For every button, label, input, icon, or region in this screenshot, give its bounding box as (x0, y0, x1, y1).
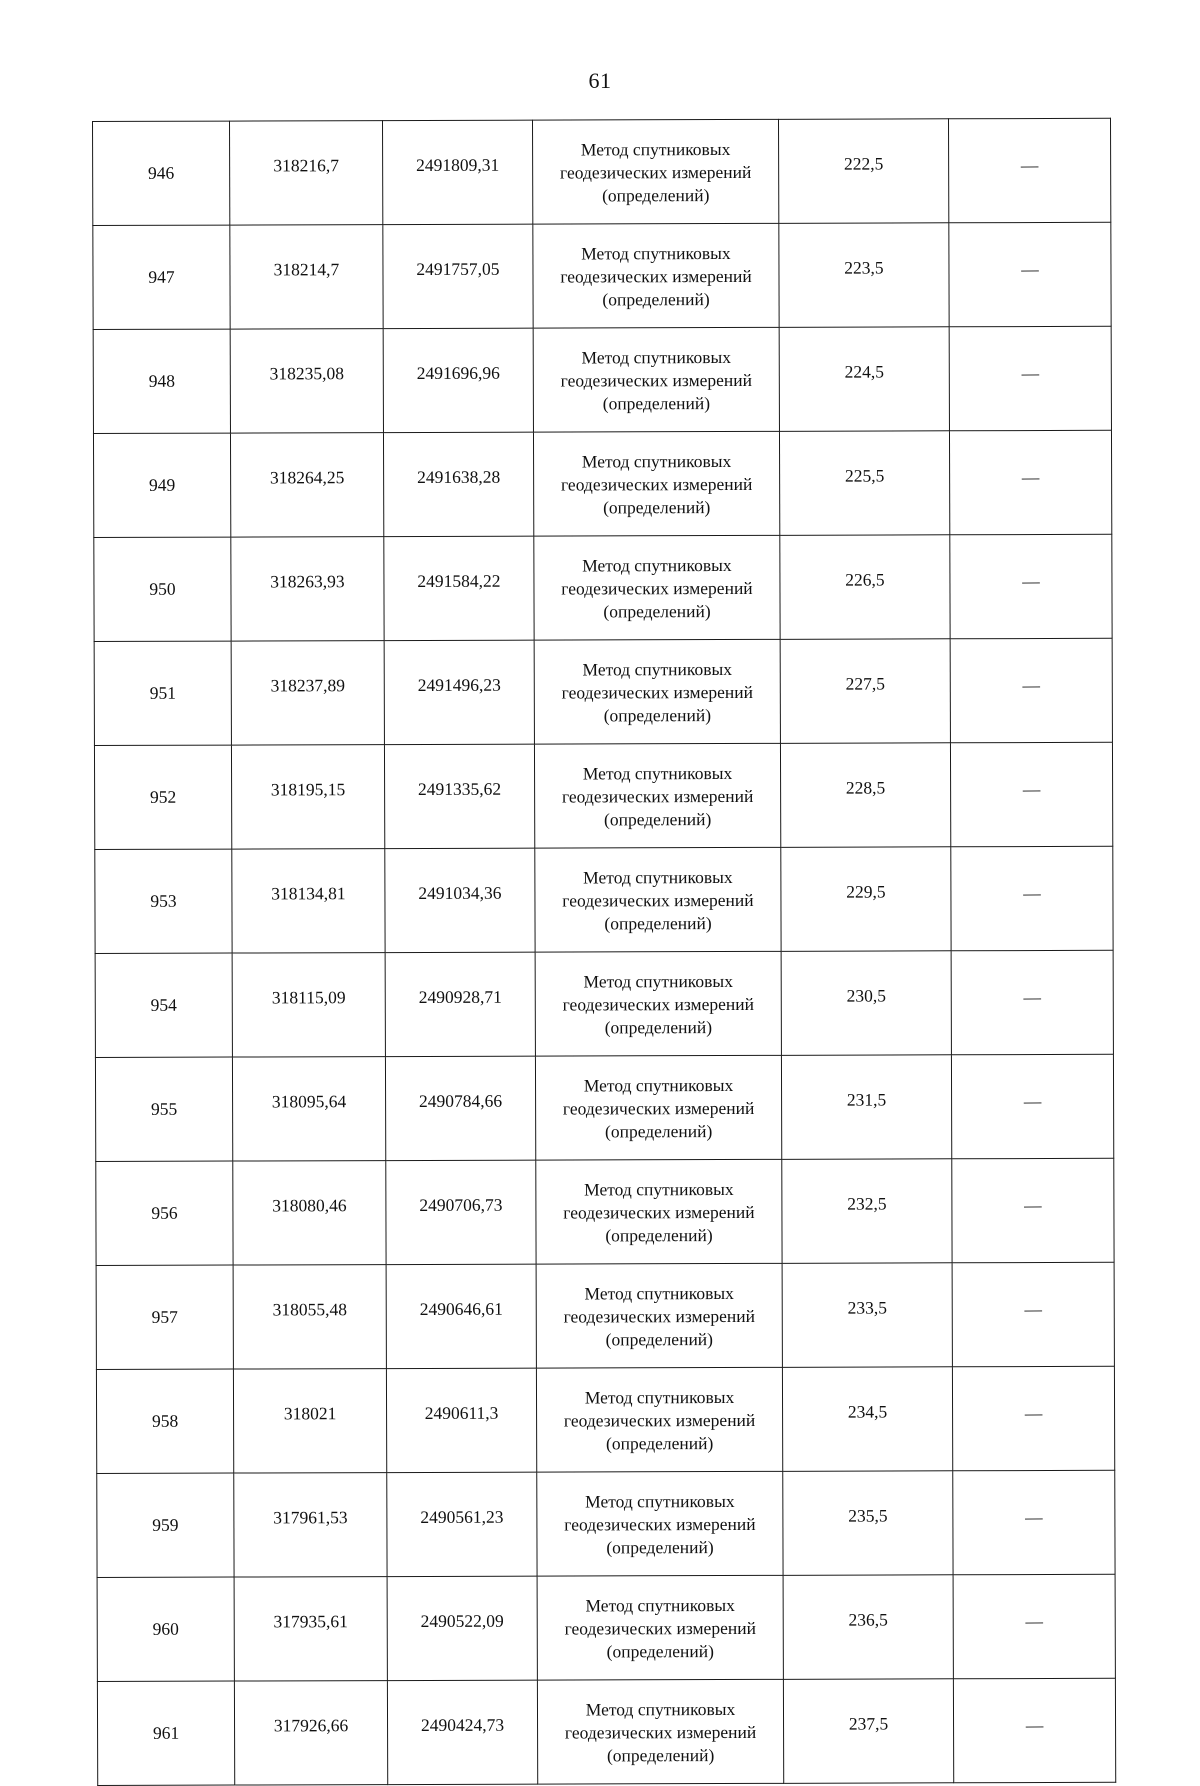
y-coordinate-cell: 2491638,28 (383, 432, 533, 536)
dash-mark: — (1022, 779, 1041, 800)
dash-mark: — (1022, 571, 1040, 592)
dash-mark: — (1025, 1715, 1044, 1736)
method-line: геодезических измерений (563, 1409, 756, 1431)
note-cell (950, 638, 1112, 743)
accuracy-cell: 232,5 (782, 1159, 952, 1264)
table-row (95, 950, 1113, 1057)
method-line: (определений) (603, 497, 711, 518)
dash-mark: — (1024, 1299, 1043, 1320)
x-coordinate-cell: 318134,81 (232, 849, 385, 953)
accuracy-cell: 233,5 (782, 1263, 952, 1368)
method-cell (536, 1367, 782, 1472)
point-number-cell: 960 (97, 1577, 234, 1681)
method-line: (определений) (606, 1745, 715, 1766)
method-cell (533, 327, 779, 432)
x-coordinate-cell: 318080,46 (233, 1161, 386, 1265)
accuracy-cell: 231,5 (781, 1055, 951, 1160)
method-line: геодезических измерений (560, 265, 752, 287)
note-cell (952, 1158, 1114, 1263)
accuracy-cell: 230,5 (781, 951, 951, 1056)
method-line: (определений) (604, 913, 712, 934)
y-coordinate-cell: 2491034,36 (385, 848, 535, 952)
x-coordinate-cell: 318237,89 (231, 641, 384, 745)
dash-mark: — (1021, 259, 1039, 280)
y-coordinate-cell: 2490611,3 (386, 1368, 536, 1472)
point-number-cell: 952 (94, 745, 231, 849)
accuracy-cell: 234,5 (782, 1367, 952, 1472)
method-cell (536, 1159, 782, 1264)
coordinates-table-body (93, 118, 1116, 1785)
x-coordinate-cell: 318235,08 (230, 329, 383, 433)
dash-mark: — (1022, 675, 1041, 696)
method-cell (537, 1471, 783, 1576)
method-line: Метод спутниковых (580, 138, 731, 160)
accuracy-cell: 225,5 (779, 431, 949, 536)
method-line: Метод спутниковых (581, 242, 731, 264)
note-cell (948, 118, 1110, 223)
table-row (97, 1574, 1115, 1681)
dash-mark: — (1025, 1507, 1043, 1528)
y-coordinate-cell: 2491696,96 (383, 328, 533, 432)
x-coordinate-cell: 318115,09 (232, 953, 385, 1057)
dash-mark: — (1023, 987, 1042, 1008)
note-cell (953, 1678, 1115, 1783)
table-row (95, 1054, 1113, 1161)
x-coordinate-cell: 318263,93 (231, 537, 384, 641)
table-row (97, 1470, 1115, 1577)
y-coordinate-cell: 2490522,09 (387, 1576, 537, 1680)
point-number-cell: 959 (97, 1473, 234, 1577)
x-coordinate-cell: 317961,53 (234, 1473, 387, 1577)
method-line: (определений) (603, 809, 712, 830)
accuracy-cell: 228,5 (780, 743, 950, 848)
method-cell (535, 847, 781, 952)
accuracy-cell: 224,5 (779, 327, 949, 432)
accuracy-cell: 235,5 (783, 1471, 953, 1576)
method-line: (определений) (604, 1121, 713, 1142)
method-line: Метод спутниковых (585, 1698, 736, 1720)
coordinates-table (92, 118, 1116, 1786)
table-row (93, 326, 1111, 433)
dash-mark: — (1021, 467, 1040, 488)
method-line: (определений) (606, 1641, 714, 1662)
table-row (94, 534, 1112, 641)
method-line: (определений) (604, 1017, 713, 1038)
table-row (93, 222, 1111, 329)
table-row (97, 1678, 1115, 1785)
method-cell (536, 1263, 782, 1368)
method-line: Метод спутниковых (581, 346, 731, 368)
table-row (93, 118, 1111, 225)
method-cell (534, 743, 780, 848)
method-line: геодезических измерений (563, 1201, 755, 1223)
point-number-cell: 957 (96, 1265, 233, 1369)
y-coordinate-cell: 2491496,23 (384, 640, 534, 744)
table-row (93, 430, 1111, 537)
method-line: Метод спутниковых (582, 658, 732, 680)
method-line: Метод спутниковых (582, 554, 732, 576)
y-coordinate-cell: 2491584,22 (384, 536, 534, 640)
x-coordinate-cell: 318214,7 (230, 225, 383, 329)
note-cell (953, 1470, 1115, 1575)
method-line: (определений) (605, 1329, 714, 1350)
method-line: (определений) (605, 1225, 713, 1246)
accuracy-cell: 237,5 (783, 1679, 953, 1784)
method-line: геодезических измерений (564, 1513, 756, 1535)
point-number-cell: 961 (97, 1681, 234, 1785)
method-line: геодезических измерений (562, 993, 754, 1015)
y-coordinate-cell: 2490561,23 (387, 1472, 537, 1576)
point-number-cell: 956 (96, 1161, 233, 1265)
method-line: геодезических измерений (561, 785, 754, 807)
method-cell (537, 1575, 783, 1680)
dash-mark: — (1023, 1091, 1042, 1112)
note-cell (952, 1366, 1114, 1471)
method-line: (определений) (602, 289, 710, 310)
method-line: геодезических измерений (563, 1305, 755, 1327)
page-number: 61 (588, 68, 612, 93)
y-coordinate-cell: 2490424,73 (387, 1680, 537, 1784)
method-line: геодезических измерений (564, 1617, 756, 1639)
point-number-cell: 947 (93, 225, 230, 329)
method-line: Метод спутниковых (585, 1594, 735, 1616)
method-line: Метод спутниковых (584, 1282, 734, 1304)
method-line: (определений) (602, 185, 710, 206)
x-coordinate-cell: 317935,61 (234, 1577, 387, 1681)
table-row (96, 1158, 1114, 1265)
method-cell (532, 119, 778, 224)
accuracy-cell: 229,5 (781, 847, 951, 952)
accuracy-cell: 236,5 (783, 1575, 953, 1680)
point-number-cell: 949 (93, 433, 230, 537)
method-line: Метод спутниковых (583, 1074, 734, 1096)
accuracy-cell: 222,5 (778, 119, 948, 224)
note-cell (953, 1574, 1115, 1679)
table-row (94, 742, 1112, 849)
dash-mark: — (1024, 1195, 1042, 1216)
table-row (94, 638, 1112, 745)
y-coordinate-cell: 2491335,62 (384, 744, 534, 848)
point-number-cell: 950 (94, 537, 231, 641)
point-number-cell: 958 (96, 1369, 233, 1473)
method-cell (535, 951, 781, 1056)
method-line: геодезических измерений (562, 1097, 755, 1119)
x-coordinate-cell: 318195,15 (231, 745, 384, 849)
note-cell (949, 222, 1111, 327)
x-coordinate-cell: 318264,25 (230, 433, 383, 537)
method-line: геодезических измерений (561, 681, 754, 703)
dash-mark: — (1023, 883, 1041, 904)
y-coordinate-cell: 2491809,31 (383, 120, 533, 224)
coordinates-table-wrapper (92, 118, 1115, 1786)
method-cell (535, 1055, 781, 1160)
note-cell (949, 430, 1111, 535)
note-cell (951, 1054, 1113, 1159)
accuracy-cell: 223,5 (779, 223, 949, 328)
y-coordinate-cell: 2490646,61 (386, 1264, 536, 1368)
point-number-cell: 951 (94, 641, 231, 745)
table-row (96, 1366, 1114, 1473)
y-coordinate-cell: 2490706,73 (386, 1160, 536, 1264)
point-number-cell: 954 (95, 953, 232, 1057)
note-cell (952, 1262, 1114, 1367)
note-cell (949, 326, 1111, 431)
point-number-cell: 953 (95, 849, 232, 953)
method-line: (определений) (602, 393, 711, 414)
method-cell (534, 639, 780, 744)
dash-mark: — (1024, 1403, 1043, 1424)
accuracy-cell: 227,5 (780, 639, 950, 744)
note-cell (950, 742, 1112, 847)
method-line: Метод спутниковых (583, 970, 733, 992)
x-coordinate-cell: 318216,7 (230, 121, 383, 225)
x-coordinate-cell: 318095,64 (232, 1057, 385, 1161)
method-line: (определений) (603, 601, 711, 622)
dash-mark: — (1021, 363, 1040, 384)
x-coordinate-cell: 318021 (233, 1369, 386, 1473)
method-line: геодезических измерений (560, 369, 753, 391)
x-coordinate-cell: 317926,66 (234, 1681, 387, 1785)
method-cell (533, 431, 779, 536)
table-row (96, 1262, 1114, 1369)
method-line: (определений) (603, 705, 712, 726)
accuracy-cell: 226,5 (780, 535, 950, 640)
method-line: Метод спутниковых (584, 1178, 734, 1200)
method-cell (533, 223, 779, 328)
method-cell (534, 535, 780, 640)
table-row (95, 846, 1113, 953)
method-line: геодезических измерений (561, 577, 753, 599)
method-line: Метод спутниковых (583, 866, 733, 888)
point-number-cell: 948 (93, 329, 230, 433)
method-line: Метод спутниковых (582, 762, 733, 784)
method-line: (определений) (606, 1537, 714, 1558)
method-line: Метод спутниковых (584, 1386, 735, 1408)
method-line: Метод спутниковых (585, 1490, 735, 1512)
method-line: (определений) (605, 1433, 714, 1454)
x-coordinate-cell: 318055,48 (233, 1265, 386, 1369)
y-coordinate-cell: 2491757,05 (383, 224, 533, 328)
method-line: геодезических измерений (559, 161, 752, 183)
note-cell (951, 950, 1113, 1055)
method-cell (537, 1679, 783, 1784)
dash-mark: — (1025, 1611, 1043, 1632)
method-line: геодезических измерений (564, 1721, 757, 1743)
point-number-cell: 946 (93, 121, 230, 225)
dash-mark: — (1020, 155, 1039, 176)
y-coordinate-cell: 2490928,71 (385, 952, 535, 1056)
note-cell (951, 846, 1113, 951)
method-line: геодезических измерений (562, 889, 754, 911)
point-number-cell: 955 (95, 1057, 232, 1161)
method-line: Метод спутниковых (581, 450, 732, 472)
y-coordinate-cell: 2490784,66 (385, 1056, 535, 1160)
note-cell (950, 534, 1112, 639)
method-line: геодезических измерений (560, 473, 753, 495)
